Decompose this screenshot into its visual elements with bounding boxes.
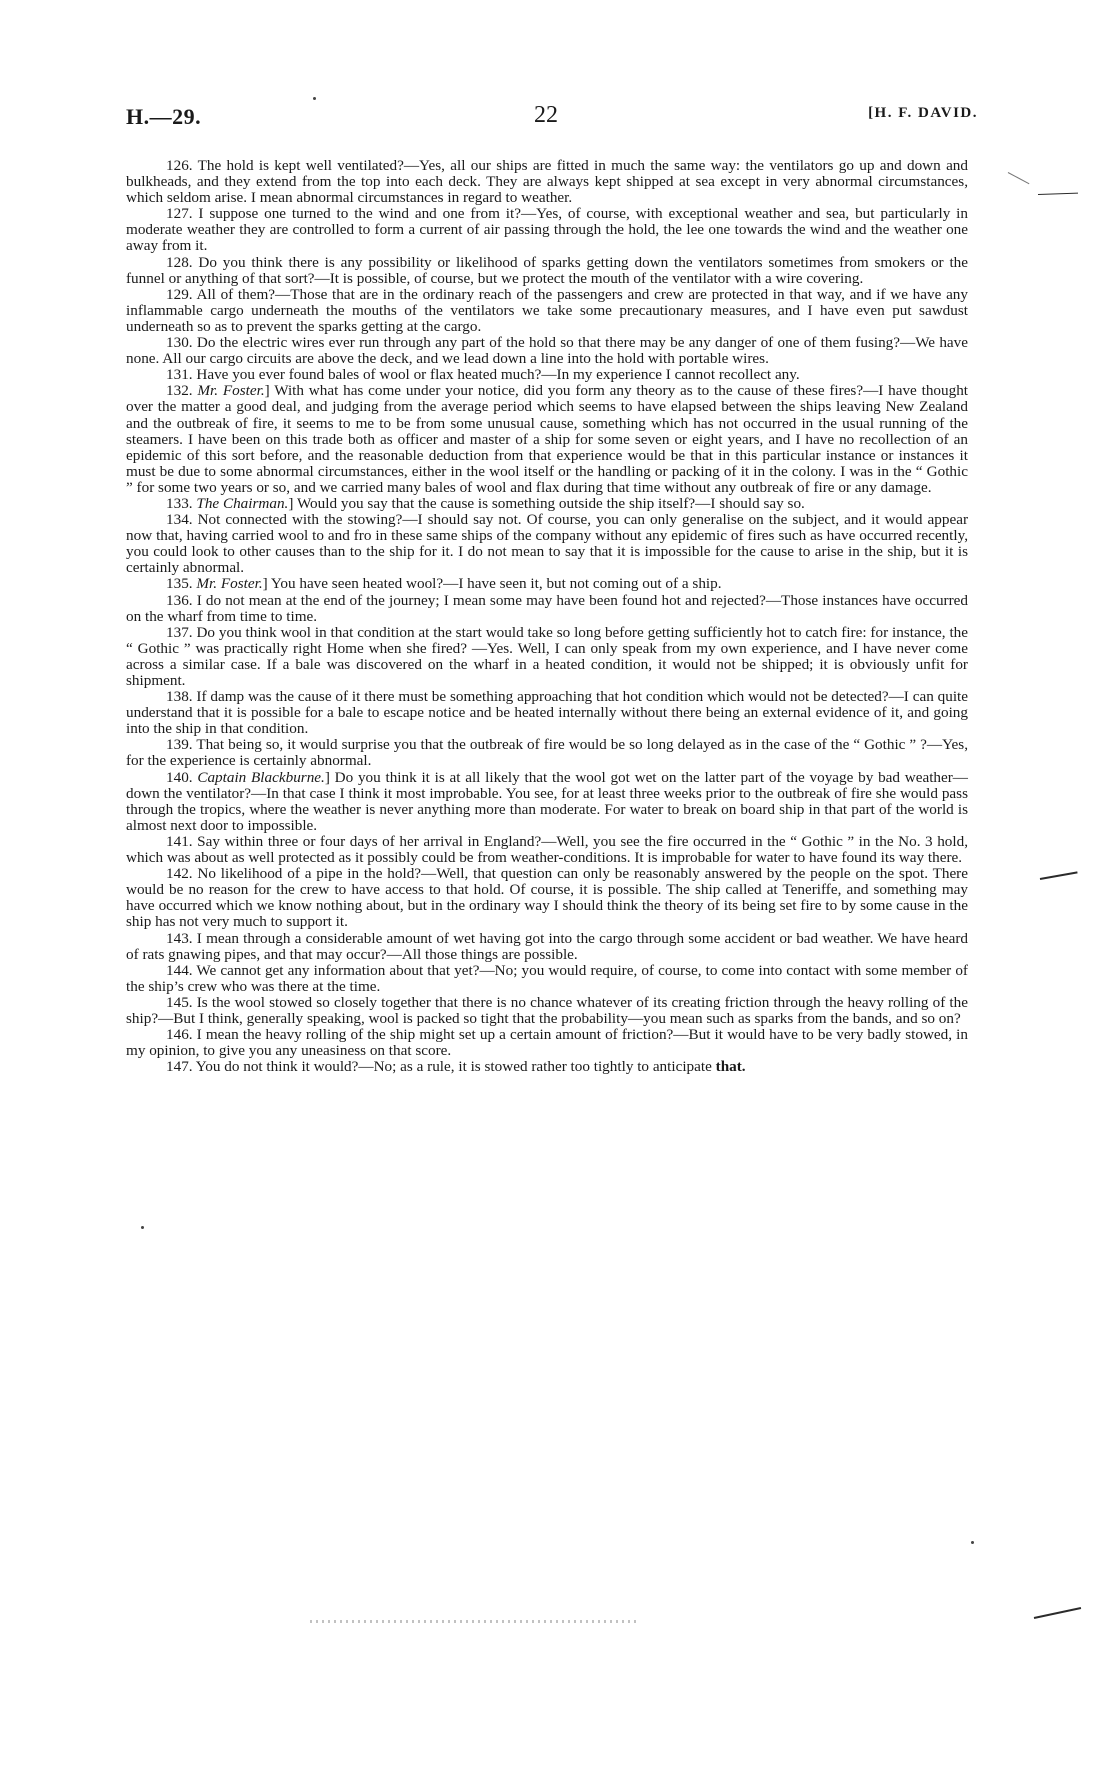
question-answer-paragraph <box>126 383 968 496</box>
paragraph-text: 126. The hold is kept well ventilated?—Yes, all our ships are fitted in much the same way: the ventilators go up and down and bulkheads, and they extend from the top into each deck. They are always kept shipped at sea except in very abnormal circumstances, which seldom arise. I mean abnormal circumstances in regard to weather. <box>126 157 968 207</box>
question-answer-paragraph <box>126 576 968 592</box>
margin-mark <box>1008 172 1030 184</box>
speaker-name: The Chairman. <box>196 494 289 512</box>
question-answer-paragraph <box>126 255 968 287</box>
scan-noise <box>310 1620 640 1623</box>
scan-dot <box>971 1541 974 1544</box>
question-answer-paragraph <box>126 335 968 367</box>
paragraph-text: ] You have seen heated wool?—I have seen it, but not coming out of a ship. <box>262 575 722 593</box>
paragraph-text: 131. Have you ever found bales of wool or flax heated much?—In my experience I cannot recollect any. <box>166 366 800 384</box>
question-answer-paragraph <box>126 995 968 1027</box>
paragraph-text: 137. Do you think wool in that condition at the start would take so long before getting sufficiently hot to catch fire: for instance, the “ Gothic ” was practically right Home when she fired? —Yes. Well, I can only speak from my own experience, and I have never come across a similar case. If a bale was discovered on the wharf in a heated condition, it would not be shipped; it is obviously unfit for shipment. <box>126 623 968 689</box>
question-number: 140. <box>166 768 198 786</box>
question-answer-paragraph <box>126 287 968 335</box>
question-answer-paragraph <box>126 689 968 737</box>
paragraph-text: 142. No likelihood of a pipe in the hold?—Well, that question can only be reasonably answered by the people on the spot. There would be no reason for the crew to have access to that hold. Of course, it is possible. The ship called at Teneriffe, and something may have occurred which we know nothing about, but in the ordinary way I should think the theory of its being set fire to by some cause in the ship has not very much to support it. <box>126 865 968 931</box>
scan-dot <box>313 97 316 100</box>
margin-mark <box>1040 871 1078 880</box>
question-answer-paragraph <box>126 931 968 963</box>
speaker-name: Mr. Foster. <box>197 382 265 400</box>
paragraph-text: ] With what has come under your notice, did you form any theory as to the cause of these fires?—I have thought over the matter a good deal, and judging from the average period which seems to have elapsed between the ships leaving New Zealand and the outbreak of fire, it seems to me to be from some unusual cause, something which has not occurred in the usual running of the steamers. I have been on this trade both as officer and master of a ship for some seven or eight years, and I have no recollection of an epidemic of this sort before, and the reasonable deduction from that experience would be that in this particular instance or instances it must be due to some abnormal circumstances, either in the wool itself or the handling or packing of it in the colony. I was in the “ Gothic ” for some two years or so, and we carried many bales of wool and flax during that time without any outbreak of fire or any damage. <box>126 382 969 496</box>
page-number: 22 <box>534 102 558 128</box>
page-header <box>126 104 978 134</box>
paragraph-text: 127. I suppose one turned to the wind and one from it?—Yes, of course, with exceptional weather and sea, but particularly in moderate weather they are controlled to form a current of air passing through the hold, the lee one towards the wind and the weather one away from it. <box>126 205 968 255</box>
speaker-name: Mr. Foster. <box>196 575 263 593</box>
paper-reference: H.—29. <box>126 104 202 129</box>
paragraph-text: 138. If damp was the cause of it there must be something approaching that hot condition which would not be detected?—I can quite understand that it is possible for a bale to escape notice and be heated internally without there being an external evidence of it, and going into the ship in that condition. <box>126 688 968 738</box>
question-answer-paragraph <box>126 1027 968 1059</box>
question-answer-paragraph <box>126 206 968 254</box>
paragraph-tail: that. <box>715 1058 746 1076</box>
evidence-text <box>126 158 968 1075</box>
paragraph-text: 146. I mean the heavy rolling of the ship might set up a certain amount of friction?—But it would have to be very badly stowed, in my opinion, to give you any uneasiness on that score. <box>126 1026 968 1060</box>
paragraph-text: 134. Not connected with the stowing?—I should say not. Of course, you can only generalise on the subject, and it would appear now that, having carried wool to and fro in these same ships of the company without any epidemic of fires such as have occurred recently, you could look to other causes than to the ship for it. I do not mean to say that it is impossible for the cause to arise in the ship, but it is certainly abnormal. <box>126 511 968 577</box>
question-answer-paragraph <box>126 367 968 383</box>
paragraph-text: ] Would you say that the cause is something outside the ship itself?—I should say so. <box>288 494 805 512</box>
question-answer-paragraph <box>126 866 968 930</box>
paragraph-text: 128. Do you think there is any possibility or likelihood of sparks getting down the ventilators sometimes from smokers or the funnel or anything of that sort?—It is possible, of course, but we protect the mouth of the ventilator with a wire covering. <box>126 253 968 287</box>
paragraph-text: 141. Say within three or four days of her arrival in England?—Well, you see the fire occurred in the “ Gothic ” in the No. 3 hold, which was about as well protected as it possibly could be from weather-conditions. It is improbable for water to have found its way there. <box>126 832 968 867</box>
paragraph-text: 129. All of them?—Those that are in the ordinary reach of the passengers and crew are protected in that way, and if we have any inflammable cargo underneath the mouths of the ventilators we take some precautionary measures, and I have even put sawdust underneath so as to prevent the sparks getting at the cargo. <box>126 285 968 335</box>
scan-dot <box>141 1226 144 1229</box>
question-answer-paragraph <box>126 737 968 769</box>
paragraph-text: 144. We cannot get any information about that yet?—No; you would require, of course, to come into contact with some member of the ship’s crew who was there at the time. <box>126 961 968 995</box>
paragraph-text: 136. I do not mean at the end of the journey; I mean some may have been found hot and rejected?—Those instances have occurred on the wharf from time to time. <box>126 591 968 625</box>
speaker-name: Captain Blackburne. <box>197 768 325 786</box>
question-answer-paragraph <box>126 770 968 834</box>
question-answer-paragraph <box>126 158 968 206</box>
question-answer-paragraph <box>126 1059 968 1075</box>
margin-mark <box>1034 1607 1081 1619</box>
paragraph-text: 147. You do not think it would?—No; as a rule, it is stowed rather too tightly to anticipate <box>166 1058 716 1076</box>
paragraph-text: 145. Is the wool stowed so closely together that there is no chance whatever of its creating friction through the heavy rolling of the ship?—But I think, generally speaking, wool is packed so tight that the probability—you mean such as sparks from the bands, and so on? <box>126 993 968 1027</box>
paragraph-text: 139. That being so, it would surprise you that the outbreak of fire would be so long delayed as in the case of the “ Gothic ” ?—Yes, for the experience is certainly abnormal. <box>126 736 968 770</box>
question-number: 133. <box>166 494 197 512</box>
question-answer-paragraph <box>126 963 968 995</box>
paragraph-text: ] Do you think it is at all likely that the wool got wet on the latter part of the voyage by bad weather—down the ventilator?—In that case I think it most improbable. You see, for at least three weeks prior to the outbreak of fire she would pass through the tropics, where the weather is never anything more than moderate. For water to break on board ship in that part of the world is almost next door to impossible. <box>126 768 968 834</box>
question-answer-paragraph <box>126 512 968 576</box>
paragraph-text: 130. Do the electric wires ever run through any part of the hold so that there may be any danger of one of them fusing?—We have none. All our cargo circuits are above the deck, and we lead down a line into the hold with portable wires. <box>126 334 968 368</box>
question-answer-paragraph <box>126 834 968 866</box>
question-number: 135. <box>166 575 197 593</box>
question-number: 132. <box>166 382 198 400</box>
paragraph-text: 143. I mean through a considerable amount of wet having got into the cargo through some accident or bad weather. We have heard of rats gnawing pipes, and that may occur?—All those things are possible. <box>126 929 968 963</box>
witness-name: [H. F. DAVID. <box>868 105 978 121</box>
margin-mark <box>1038 193 1078 195</box>
question-answer-paragraph <box>126 625 968 689</box>
question-answer-paragraph <box>126 593 968 625</box>
question-answer-paragraph <box>126 496 968 512</box>
